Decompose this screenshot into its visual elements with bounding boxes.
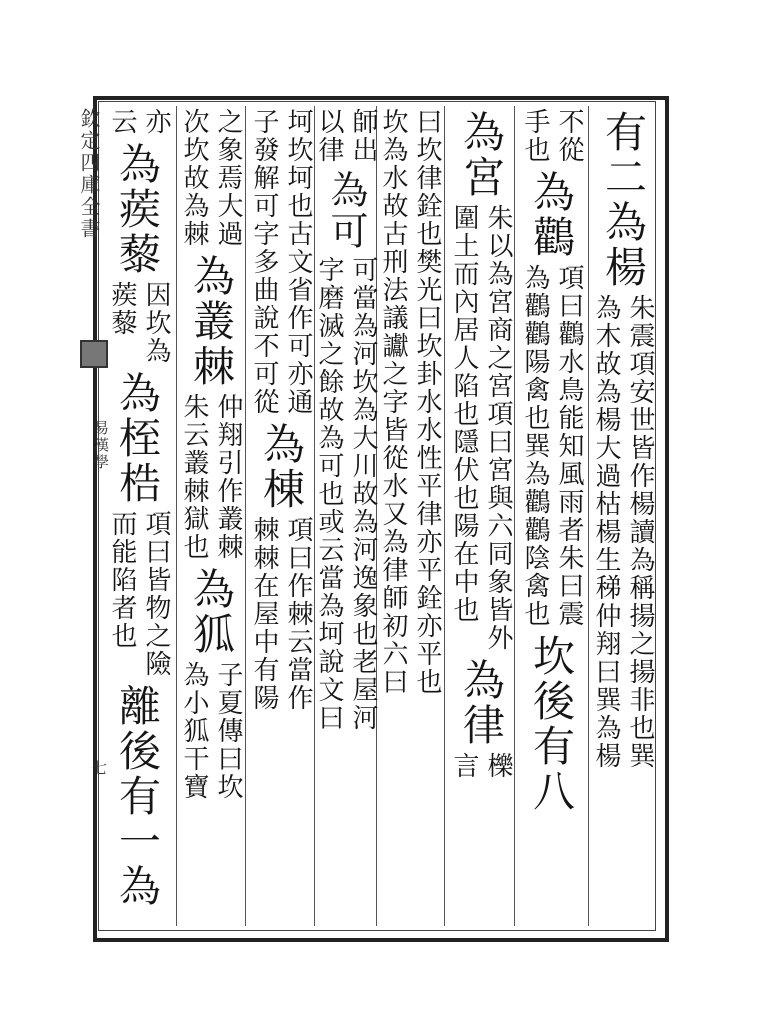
main-text: 為桎梏 [113,371,162,506]
column-rule [245,106,246,926]
text-column-1 [590,104,656,920]
annotation [178,389,244,561]
annotation-line-right: 朱震項安世皆作楊讀為稱揚之揚非也巽 [625,294,655,770]
text-column-4 [379,104,441,920]
column-rule [444,106,445,926]
annotation [178,657,244,801]
annotation-line-left: 以律 [314,108,344,164]
annotation-line-right: 項曰作棘云當作 [283,516,313,712]
annotation [590,290,656,770]
main-text: 為蒺藜 [113,142,162,277]
margin-section-label: 易漢學 [92,420,110,471]
annotation-line-right: 之象焉大過 [213,108,243,248]
annotation-line-left: 圍土而內居人陷也隱伏也陽在中也 [449,204,479,624]
annotation-line-left: 為小狐干寶 [179,661,209,801]
main-text: 為律 [457,658,506,748]
text-column-8 [104,104,174,920]
annotation-line-right: 項曰鸛水鳥能知風雨者朱曰震 [554,264,584,628]
annotation-line-right: 師出 [348,108,378,164]
annotation-line-left: 棘棘在屋中有陽 [249,516,279,712]
annotation-line-left: 子發解可字多曲說不可從 [249,108,279,416]
annotation [248,512,314,712]
annotation-line-right: 因坎為 [141,281,171,365]
annotation [314,104,378,164]
annotation [448,748,514,780]
annotation-line-left: 次坎故為棘 [179,108,209,248]
annotation-line-right: 朱以為宮商之宮項曰宮與六同象皆外 [483,204,513,652]
main-text: 坎後有八 [527,634,576,814]
annotation-line-right: 項曰皆物之險 [141,510,171,678]
annotation-line-left: 手也 [520,108,550,164]
column-rule [588,106,589,926]
annotation-line-right: 仲翔引作叢棘 [213,393,243,561]
annotation-line-left: 蒺藜 [107,281,137,337]
main-text: 離後有一為 [113,684,162,909]
annotation-line-left: 云 [107,108,137,136]
annotation-line-left: 朱云叢棘獄也 [179,393,209,561]
annotation-line-left: 坎為水故古刑法議讞之字皆從水又為律師初六曰 [378,108,408,696]
annotation [448,200,514,652]
annotation [248,104,314,416]
annotation [178,104,244,248]
annotation [518,260,586,628]
main-text: 有二為楊 [599,110,648,290]
main-text: 為鸛 [527,170,576,260]
annotation [518,104,586,164]
margin-folio-number: 七 [90,760,108,775]
main-text: 為宮 [457,110,506,200]
annotation-line-right: 可當為河坎為大川故為河逸象也老屋河 [348,256,378,732]
annotation-line-left: 字磨滅之餘故為可也或云當為坷說文曰 [314,256,344,732]
annotation-line-left: 為鸛鸛陽禽也巽為鸛鸛陰禽也 [520,264,550,628]
annotation [104,104,174,136]
annotation-line-left: 而能陷者也 [107,510,137,650]
annotation-line-right: 亦 [141,108,171,136]
text-column-3 [448,104,514,920]
annotation-line-right: 不從 [554,108,584,164]
annotation-line-right: 子夏傳曰坎 [213,661,243,801]
annotation [314,252,378,732]
annotation-line-left: 為木故為楊大過枯楊生稊仲翔曰巽為楊 [591,294,621,770]
annotation [104,277,174,365]
text-column-5 [314,104,378,920]
text-column-7 [178,104,244,920]
annotation-line-right: 坷坎坷也古文省作可亦通 [283,108,313,416]
text-column-2 [518,104,586,920]
annotation [104,506,174,678]
column-rule [514,106,515,926]
main-text: 為棟 [257,422,306,512]
main-text: 為可 [324,170,368,252]
main-text: 為狐 [187,567,236,657]
main-text: 為叢棘 [187,254,236,389]
annotation-line-right: 曰坎律銓也樊光曰坎卦水水性平律亦平銓亦平也 [412,108,442,696]
annotation [379,104,441,696]
annotation-line-left: 言 [449,752,479,780]
annotation-line-right: 櫟 [483,752,513,780]
text-column-6 [248,104,314,920]
column-rule [176,106,177,926]
margin-book-title: 欽定四庫全書 [77,108,101,240]
